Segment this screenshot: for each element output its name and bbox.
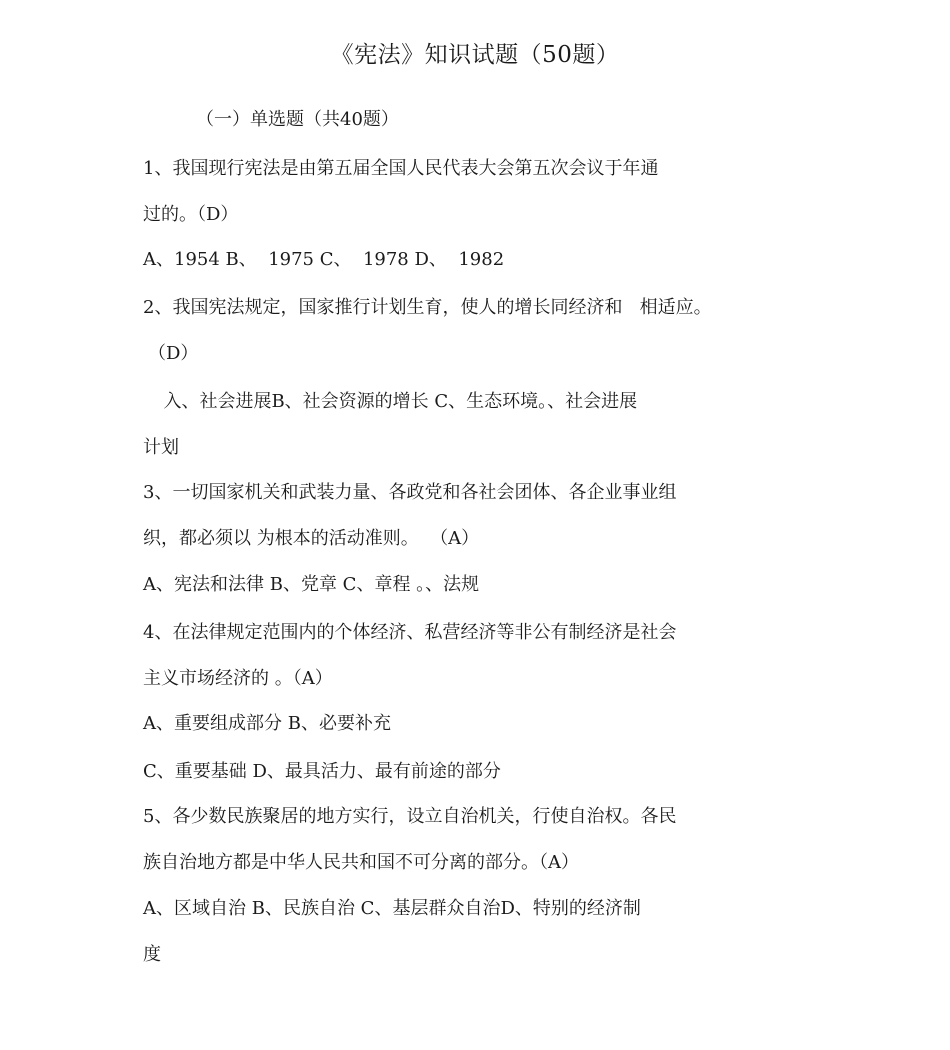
- question-4-line-2: 主义市场经济的 。（A）: [143, 668, 333, 689]
- question-3-options: A、宪法和法律 B、党章 C、章程 。、法规: [143, 574, 480, 595]
- question-4-options-line-2: C、重要基础 D、最具活力、最有前途的部分: [143, 761, 501, 782]
- document-title: 《宪法》知识试题（50题）: [330, 42, 620, 68]
- question-2-options-line-1: 入、社会进展B、社会资源的增长 C、生态环境。、社会进展: [152, 391, 638, 412]
- question-5-line-2: 族自治地方都是中华人民共和国不可分离的部分。（A）: [143, 852, 579, 873]
- question-2-options-line-2: 计划: [143, 437, 179, 458]
- question-5-options-line-2: 度: [143, 944, 161, 965]
- question-1-options: A、1954 B、 1975 C、 1978 D、 1982: [143, 249, 505, 270]
- question-1-line-1: 1、我国现行宪法是由第五届全国人民代表大会第五次会议于年通: [143, 158, 659, 179]
- question-4-options-line-1: A、重要组成部分 B、必要补充: [143, 713, 391, 734]
- question-3-line-1: 3、一切国家机关和武装力量、各政党和各社会团体、各企业事业组: [143, 482, 677, 503]
- question-1-line-2: 过的。（D）: [143, 204, 239, 225]
- question-5-options-line-1: A、区域自治 B、民族自治 C、基层群众自治D、特别的经济制: [143, 898, 641, 919]
- question-4-line-1: 4、在法律规定范围内的个体经济、私营经济等非公有制经济是社会: [143, 622, 677, 643]
- section-heading: （一）单选题（共40题）: [196, 109, 399, 130]
- question-2-line-2: （D）: [148, 343, 199, 364]
- question-5-line-1: 5、各少数民族聚居的地方实行，设立自治机关，行使自治权。各民: [143, 806, 677, 827]
- question-2-line-1: 2、我国宪法规定，国家推行计划生育，使人的增长同经济和 相适应。: [143, 297, 712, 318]
- question-3-line-2: 织，都必须以 为根本的活动准则。 （A）: [143, 528, 480, 549]
